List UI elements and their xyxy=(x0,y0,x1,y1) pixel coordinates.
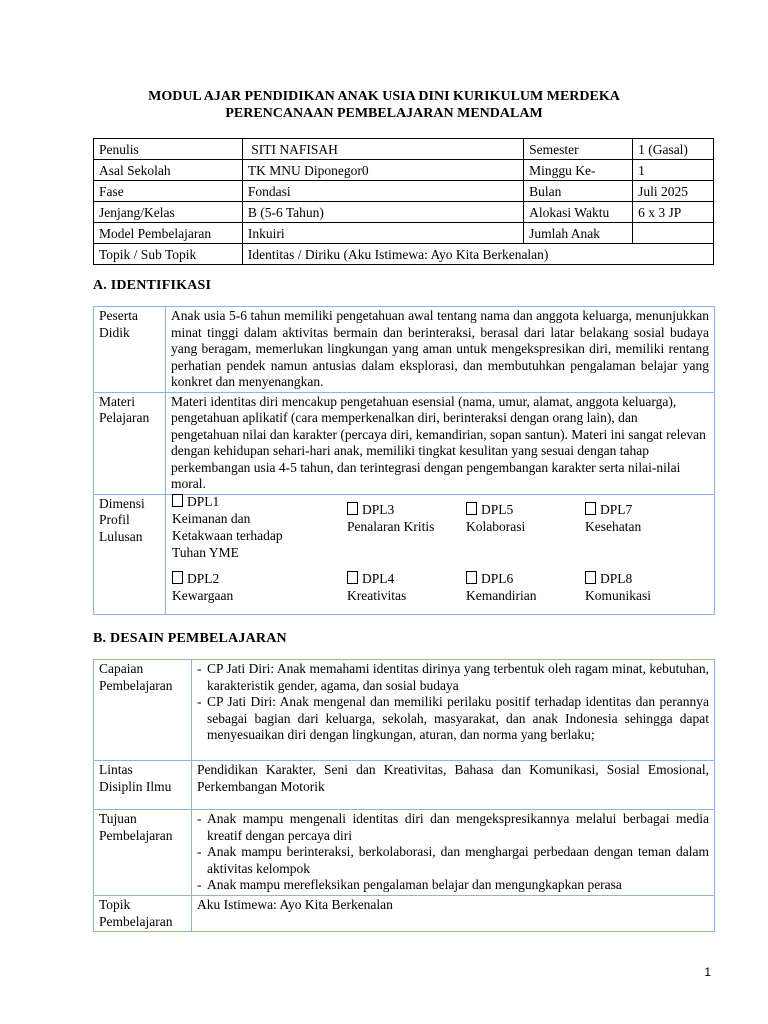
minggu-value: 1 xyxy=(633,160,714,181)
jenjang-value: B (5-6 Tahun) xyxy=(242,202,523,223)
dimensi-label xyxy=(94,494,166,614)
list-item: - CP Jati Diri: Anak mengenal dan memiliki perilaku positif terhadap identitas dan perannya sebagai bagian dari keluarga, sekolah, masyarakat, dan anak Indonesia sehingga dapat menyesuaikan diri dengan lingkungan, aturan, dan norma yang berlaku; xyxy=(197,694,709,744)
dpl-item xyxy=(347,501,434,535)
capaian-label xyxy=(94,660,192,761)
asal-sekolah-label: Asal Sekolah xyxy=(94,160,243,181)
checkbox-icon[interactable] xyxy=(466,502,477,515)
dpl-item xyxy=(466,501,525,535)
label-line: Peserta xyxy=(99,308,138,323)
lintas-label xyxy=(94,761,192,810)
dpl-name: Penalaran Kritis xyxy=(347,519,435,534)
dpl-item xyxy=(585,501,641,535)
penulis-value: SITI NAFISAH xyxy=(242,139,523,160)
dpl-name: Keimanan dan xyxy=(172,511,251,526)
info-row xyxy=(94,202,714,223)
info-table xyxy=(93,138,714,265)
tujuan-label xyxy=(94,810,192,896)
peserta-row xyxy=(94,307,715,393)
model-value: Inkuiri xyxy=(242,223,523,244)
topik-value: Identitas / Diriku (Aku Istimewa: Ayo Kita Berkenalan) xyxy=(242,244,713,265)
label-line: Pembelajaran xyxy=(99,827,173,843)
semester-value: 1 (Gasal) xyxy=(633,139,714,160)
info-row xyxy=(94,181,714,202)
label-line: Lulusan xyxy=(99,528,143,544)
section-a-heading: A. IDENTIFIKASI xyxy=(93,278,212,293)
topik-text: Aku Istimewa: Ayo Kita Berkenalan xyxy=(191,896,714,932)
peserta-text: Anak usia 5-6 tahun memiliki pengetahuan awal tentang nama dan anggota keluarga, menunjukkan minat tinggi dalam aktivitas bermain dan berinteraksi, berasal dari latar belakang sosial budaya yang beragam, memerlukan lingkungan yang aman untuk mengekspresikan diri, memiliki rentang perhatian pendek namun antusias dalam eksplorasi, dan membutuhkan pengalaman belajar yang konkret dan menyenangkan. xyxy=(165,307,714,393)
dpl-item xyxy=(172,570,233,604)
dpl-name: Tuhan YME xyxy=(172,545,239,560)
jenjang-label: Jenjang/Kelas xyxy=(94,202,243,223)
info-row xyxy=(94,244,714,265)
document-title-line2: PERENCANAAN PEMBELAJARAN MENDALAM xyxy=(225,106,543,121)
dpl-name: Ketakwaan terhadap xyxy=(172,528,283,543)
tujuan-row xyxy=(94,810,715,896)
capaian-text xyxy=(191,660,714,761)
materi-row xyxy=(94,392,715,494)
checkbox-icon[interactable] xyxy=(347,571,358,584)
topik-label xyxy=(94,896,192,932)
page-number: 1 xyxy=(704,965,711,979)
dpl-name: Kolaborasi xyxy=(466,519,526,534)
label-line: Disiplin Ilmu xyxy=(99,778,172,794)
topik-row xyxy=(94,896,715,932)
dpl-name: Kewargaan xyxy=(172,588,234,603)
checkbox-icon[interactable] xyxy=(585,502,596,515)
dpl-name: Kreativitas xyxy=(347,588,407,603)
checkbox-icon[interactable] xyxy=(172,494,183,507)
asal-sekolah-value: TK MNU Diponegor0 xyxy=(242,160,523,181)
dpl-item xyxy=(466,570,536,604)
dpl-name: Kemandirian xyxy=(466,588,537,603)
info-row xyxy=(94,160,714,181)
identifikasi-table xyxy=(93,306,715,615)
dpl-code: DPL5 xyxy=(466,501,525,518)
jumlah-label: Jumlah Anak xyxy=(524,223,633,244)
materi-label xyxy=(94,392,166,494)
section-b-heading: B. DESAIN PEMBELAJARAN xyxy=(93,631,287,646)
label-line: Dimensi xyxy=(99,495,145,511)
label-line: Pelajaran xyxy=(99,410,150,425)
bulan-value: Juli 2025 xyxy=(633,181,714,202)
info-row xyxy=(94,139,714,160)
list-item: - CP Jati Diri: Anak memahami identitas dirinya yang terbentuk oleh ragam minat, kebutuhan, karakteristik gender, agama, dan sosial budaya xyxy=(197,661,709,694)
jumlah-value xyxy=(633,223,714,244)
alokasi-label: Alokasi Waktu xyxy=(524,202,633,223)
list-item: - Anak mampu mengenali identitas diri dan mengekspresikannya melalui berbagai media kreatif dengan percaya diri xyxy=(197,811,709,844)
penulis-label: Penulis xyxy=(94,139,243,160)
materi-text: Materi identitas diri mencakup pengetahuan esensial (nama, umur, alamat, anggota keluarga), pengetahuan aplikatif (cara memperkenalkan diri, berinteraksi dengan orang lain), dan pengetahuan nilai dan karakter (percaya diri, kemandirian, sopan santun). Materi ini sangat relevan dengan kehidupan sehari-hari anak, memiliki tingkat kesulitan yang sesuai dengan tahap perkembangan usia 4-5 tahun, dan terintegrasi dengan pengembangan karakter serta nilai-nilai moral. xyxy=(165,392,714,494)
dpl-code: DPL4 xyxy=(347,570,406,587)
dpl-code: DPL1 xyxy=(172,493,283,510)
dpl-code: DPL3 xyxy=(347,501,434,518)
dpl-code: DPL8 xyxy=(585,570,651,587)
minggu-label: Minggu Ke- xyxy=(524,160,633,181)
capaian-row xyxy=(94,660,715,761)
checkbox-icon[interactable] xyxy=(585,571,596,584)
checkbox-icon[interactable] xyxy=(172,571,183,584)
lintas-text: Pendidikan Karakter, Seni dan Kreativitas, Bahasa dan Komunikasi, Sosial Emosional, Perkembangan Motorik xyxy=(191,761,714,810)
label-line: Profil xyxy=(99,512,130,527)
fase-value: Fondasi xyxy=(242,181,523,202)
label-line: Didik xyxy=(99,324,130,340)
label-line: Pembelajaran xyxy=(99,677,173,693)
dpl-name: Komunikasi xyxy=(585,588,651,603)
checkbox-icon[interactable] xyxy=(466,571,477,584)
peserta-label xyxy=(94,307,166,393)
list-item: - Anak mampu berinteraksi, berkolaborasi, dan menghargai perbedaan dengan teman dalam aktivitas kelompok xyxy=(197,844,709,877)
dpl-item xyxy=(172,493,283,561)
model-label: Model Pembelajaran xyxy=(94,223,243,244)
tujuan-text xyxy=(191,810,714,896)
dpl-item xyxy=(585,570,651,604)
topik-label: Topik / Sub Topik xyxy=(94,244,243,265)
dpl-code: DPL6 xyxy=(466,570,536,587)
fase-label: Fase xyxy=(94,181,243,202)
label-line: Pembelajaran xyxy=(99,913,173,929)
checkbox-icon[interactable] xyxy=(347,502,358,515)
document-title-line1: MODUL AJAR PENDIDIKAN ANAK USIA DINI KURIKULUM MERDEKA xyxy=(148,89,620,104)
label-line: Topik xyxy=(99,897,131,912)
info-row xyxy=(94,223,714,244)
label-line: Tujuan xyxy=(99,811,137,826)
semester-label: Semester xyxy=(524,139,633,160)
desain-table xyxy=(93,659,715,932)
label-line: Capaian xyxy=(99,661,144,676)
alokasi-value: 6 x 3 JP xyxy=(633,202,714,223)
dpl-code: DPL7 xyxy=(585,501,641,518)
dpl-code: DPL2 xyxy=(172,570,233,587)
list-item: - Anak mampu merefleksikan pengalaman belajar dan mengungkapkan perasa xyxy=(197,877,709,894)
bulan-label: Bulan xyxy=(524,181,633,202)
lintas-row xyxy=(94,761,715,810)
label-line: Materi xyxy=(99,393,135,409)
label-line: Lintas xyxy=(99,762,133,777)
dpl-item xyxy=(347,570,406,604)
dpl-name: Kesehatan xyxy=(585,519,642,534)
